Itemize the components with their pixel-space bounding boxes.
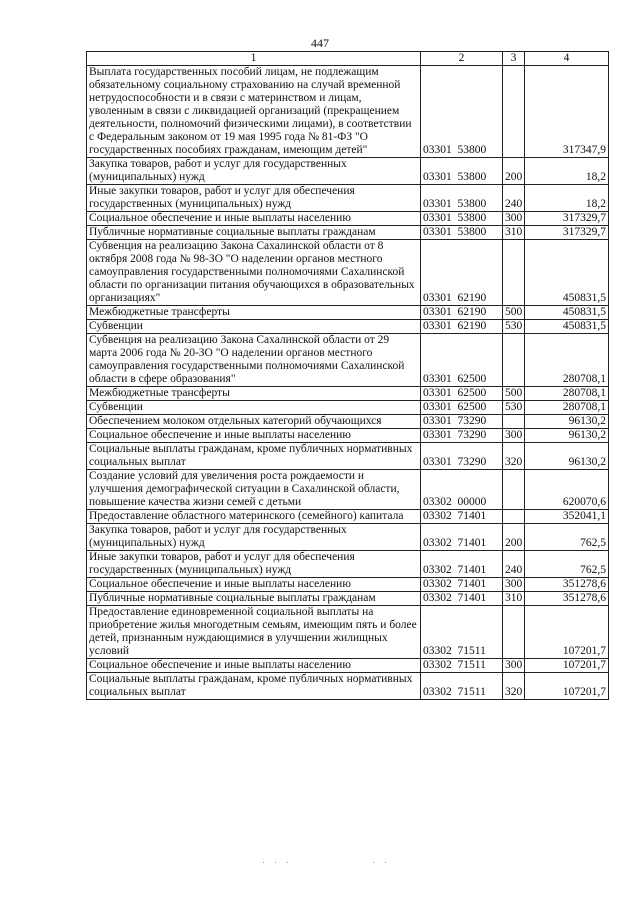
page-number: 447 (311, 36, 329, 50)
row-code: 03301 53800 (421, 226, 503, 240)
row-code: 03302 71401 (421, 551, 503, 578)
table-row (87, 606, 609, 659)
row-description: Социальные выплаты гражданам, кроме публичных нормативных социальных выплат (87, 443, 421, 470)
row-expense-type: 320 (503, 673, 525, 700)
row-code: 03302 71401 (421, 592, 503, 606)
row-code: 03302 71401 (421, 578, 503, 592)
row-expense-type: 310 (503, 592, 525, 606)
table-row (87, 524, 609, 551)
table-row (87, 387, 609, 401)
row-amount: 280708,1 (525, 387, 609, 401)
row-amount: 450831,5 (525, 320, 609, 334)
row-amount: 107201,7 (525, 659, 609, 673)
row-code: 03302 71511 (421, 659, 503, 673)
row-expense-type: 200 (503, 158, 525, 185)
row-expense-type (503, 606, 525, 659)
table-row (87, 592, 609, 606)
row-amount: 96130,2 (525, 415, 609, 429)
row-amount: 280708,1 (525, 334, 609, 387)
table-header-row (87, 52, 609, 66)
row-description: Публичные нормативные социальные выплаты гражданам (87, 592, 421, 606)
row-expense-type (503, 510, 525, 524)
table-row (87, 212, 609, 226)
row-expense-type (503, 240, 525, 306)
row-code: 03301 73290 (421, 415, 503, 429)
row-code: 03301 73290 (421, 429, 503, 443)
table-row (87, 334, 609, 387)
row-description: Предоставление областного материнского (семейного) капитала (87, 510, 421, 524)
row-description: Социальное обеспечение и иные выплаты населению (87, 429, 421, 443)
row-expense-type: 240 (503, 551, 525, 578)
row-description: Социальные выплаты гражданам, кроме публичных нормативных социальных выплат (87, 673, 421, 700)
header-col-4: 4 (525, 52, 609, 66)
row-amount: 762,5 (525, 524, 609, 551)
row-amount: 450831,5 (525, 240, 609, 306)
row-description: Создание условий для увеличения роста рождаемости и улучшения демографической ситуации в Сахалинской области, повышение качества жизни семей с детьми (87, 470, 421, 510)
row-code: 03301 53800 (421, 185, 503, 212)
row-code: 03301 62190 (421, 306, 503, 320)
row-expense-type: 300 (503, 212, 525, 226)
row-description: Субвенции (87, 320, 421, 334)
row-amount: 96130,2 (525, 429, 609, 443)
row-code: 03301 62500 (421, 334, 503, 387)
table-row (87, 158, 609, 185)
row-amount: 18,2 (525, 158, 609, 185)
table-body (87, 66, 609, 700)
row-expense-type: 310 (503, 226, 525, 240)
row-description: Социальное обеспечение и иные выплаты населению (87, 659, 421, 673)
row-description: Субвенция на реализацию Закона Сахалинской области от 8 октября 2008 года № 98-ЗО "О наделении органов местного самоуправления государственными полномочиями Сахалинской области по организации питания обучающихся в образовательных организациях" (87, 240, 421, 306)
row-amount: 107201,7 (525, 673, 609, 700)
row-description: Предоставление единовременной социальной выплаты на приобретение жилья многодетным семьям, имеющим пять и более детей, признанным нуждающимися в улучшении жилищных условий (87, 606, 421, 659)
row-amount: 351278,6 (525, 578, 609, 592)
table-row (87, 240, 609, 306)
row-amount: 96130,2 (525, 443, 609, 470)
row-expense-type: 200 (503, 524, 525, 551)
table-row (87, 320, 609, 334)
row-description: Межбюджетные трансферты (87, 387, 421, 401)
table-row (87, 578, 609, 592)
row-amount: 317329,7 (525, 212, 609, 226)
row-expense-type: 320 (503, 443, 525, 470)
row-code: 03301 53800 (421, 158, 503, 185)
row-code: 03301 73290 (421, 443, 503, 470)
row-amount: 620070,6 (525, 470, 609, 510)
scan-mark: · · (372, 858, 391, 869)
table-row (87, 510, 609, 524)
row-expense-type (503, 415, 525, 429)
header-col-1: 1 (87, 52, 421, 66)
table-row (87, 185, 609, 212)
row-expense-type: 300 (503, 578, 525, 592)
budget-table (86, 51, 609, 700)
row-expense-type (503, 470, 525, 510)
row-description: Выплата государственных пособий лицам, не подлежащим обязательному социальному страхованию на случай временной нетрудоспособности и в связи с материнством и лицам, уволенным в связи с ликвидацией организаций (прекращением деятельности, полномочий физическими лицами), в соответствии с Федеральным законом от 19 мая 1995 года № 81-ФЗ "О государственных пособиях гражданам, имеющим детей" (87, 66, 421, 158)
table-row (87, 673, 609, 700)
row-amount: 450831,5 (525, 306, 609, 320)
row-amount: 352041,1 (525, 510, 609, 524)
row-code: 03302 71511 (421, 606, 503, 659)
row-code: 03301 53800 (421, 212, 503, 226)
table-row (87, 470, 609, 510)
row-amount: 280708,1 (525, 401, 609, 415)
row-expense-type: 530 (503, 401, 525, 415)
row-code: 03301 53800 (421, 66, 503, 158)
row-expense-type: 240 (503, 185, 525, 212)
row-amount: 762,5 (525, 551, 609, 578)
table-row (87, 401, 609, 415)
row-description: Субвенция на реализацию Закона Сахалинской области от 29 марта 2006 года № 20-ЗО "О наделении органов местного самоуправления государственными полномочиями Сахалинской области в сфере образования" (87, 334, 421, 387)
row-amount: 317329,7 (525, 226, 609, 240)
row-expense-type: 500 (503, 387, 525, 401)
table-row (87, 551, 609, 578)
row-description: Публичные нормативные социальные выплаты гражданам (87, 226, 421, 240)
row-expense-type (503, 334, 525, 387)
row-expense-type: 530 (503, 320, 525, 334)
header-col-2: 2 (421, 52, 503, 66)
scan-mark: · · · (262, 858, 292, 869)
table-row (87, 66, 609, 158)
row-code: 03301 62500 (421, 387, 503, 401)
row-description: Субвенции (87, 401, 421, 415)
row-expense-type: 300 (503, 429, 525, 443)
row-description: Социальное обеспечение и иные выплаты населению (87, 578, 421, 592)
row-code: 03302 71401 (421, 524, 503, 551)
row-code: 03301 62500 (421, 401, 503, 415)
row-code: 03302 71511 (421, 673, 503, 700)
row-code: 03301 62190 (421, 240, 503, 306)
table-row (87, 226, 609, 240)
row-description: Межбюджетные трансферты (87, 306, 421, 320)
row-amount: 18,2 (525, 185, 609, 212)
row-expense-type (503, 66, 525, 158)
table-row (87, 443, 609, 470)
row-expense-type: 300 (503, 659, 525, 673)
row-description: Иные закупки товаров, работ и услуг для обеспечения государственных (муниципальных) нужд (87, 185, 421, 212)
table-row (87, 429, 609, 443)
table-row (87, 306, 609, 320)
row-amount: 351278,6 (525, 592, 609, 606)
row-code: 03302 00000 (421, 470, 503, 510)
row-amount: 317347,9 (525, 66, 609, 158)
row-description: Закупка товаров, работ и услуг для государственных (муниципальных) нужд (87, 158, 421, 185)
table-row (87, 659, 609, 673)
row-description: Обеспечением молоком отдельных категорий обучающихся (87, 415, 421, 429)
row-expense-type: 500 (503, 306, 525, 320)
row-code: 03302 71401 (421, 510, 503, 524)
table-row (87, 415, 609, 429)
row-amount: 107201,7 (525, 606, 609, 659)
header-col-3: 3 (503, 52, 525, 66)
row-description: Иные закупки товаров, работ и услуг для обеспечения государственных (муниципальных) нужд (87, 551, 421, 578)
row-code: 03301 62190 (421, 320, 503, 334)
row-description: Закупка товаров, работ и услуг для государственных (муниципальных) нужд (87, 524, 421, 551)
row-description: Социальное обеспечение и иные выплаты населению (87, 212, 421, 226)
